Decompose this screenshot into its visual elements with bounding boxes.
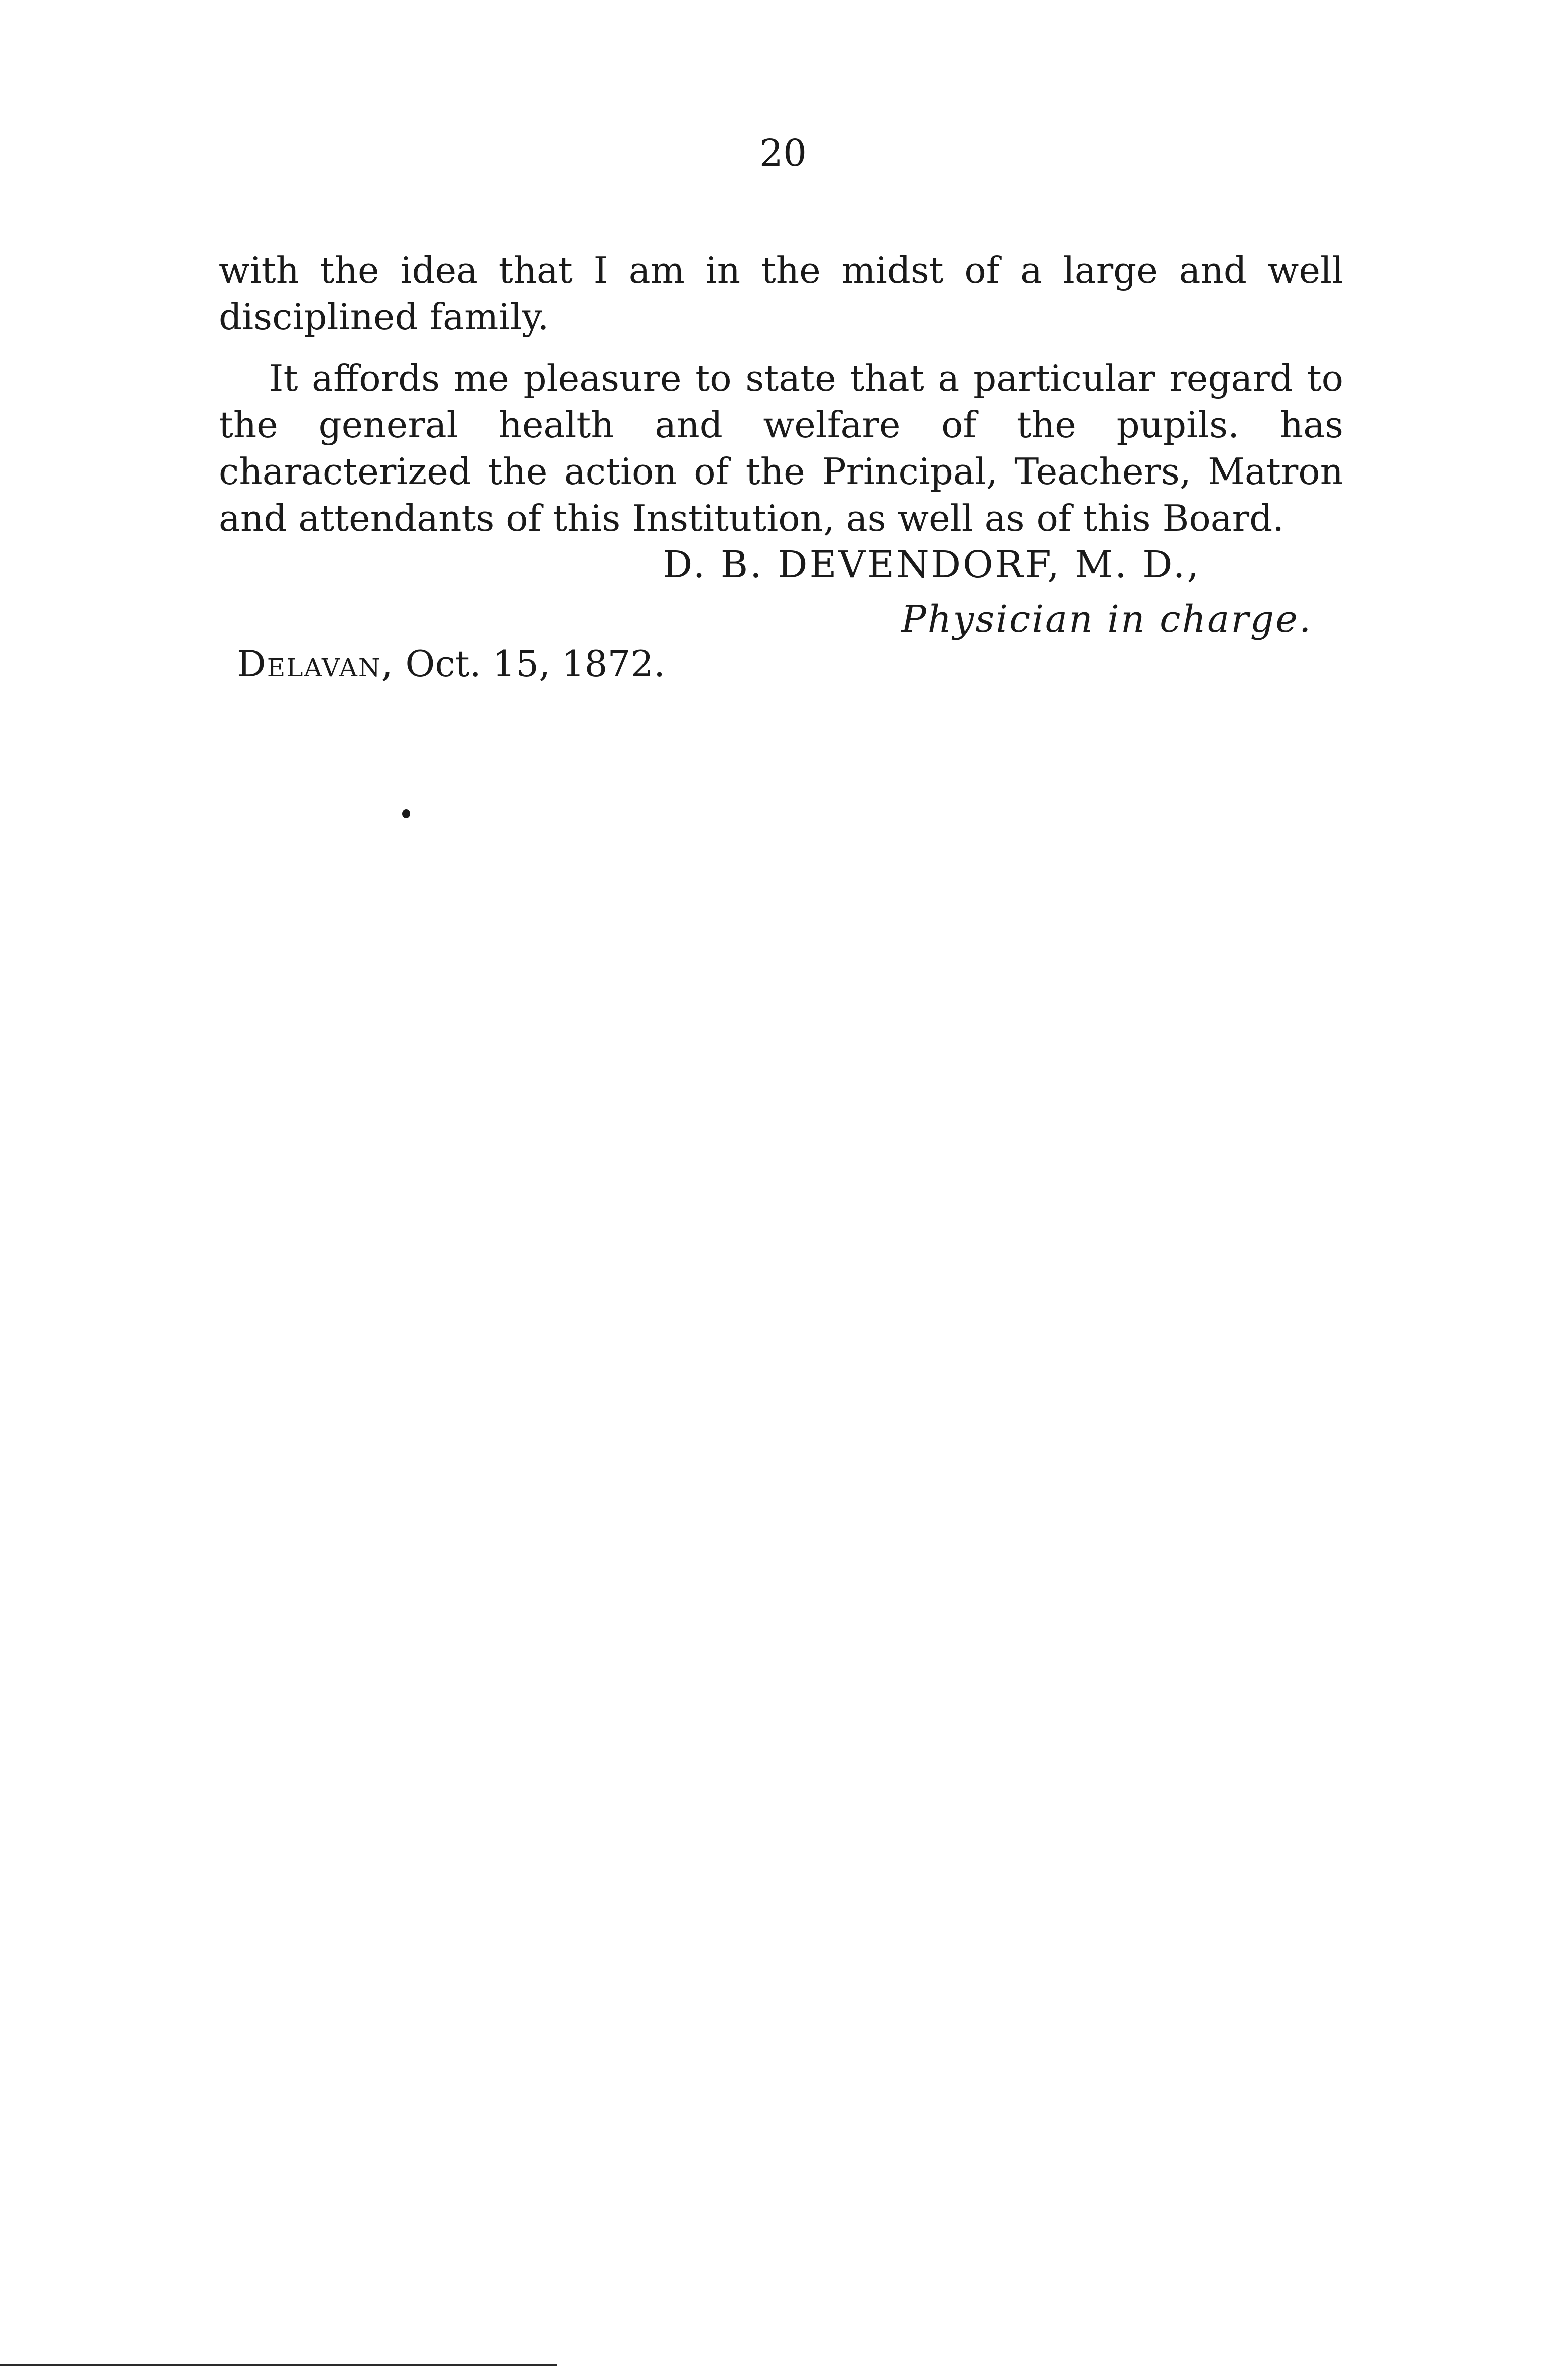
bottom-rule (0, 2364, 557, 2366)
page-number: 20 (759, 132, 807, 175)
dateline-date: Oct. 15, 1872. (405, 643, 665, 685)
paragraph-1: with the idea that I am in the midst of a large and well disciplined family. (219, 249, 1343, 338)
paragraph-2: It affords me pleasure to state that a particular regard to the general health and welfare of the pupils. has characterized the action of the Principal, Teachers, Matron and attendants of this Institution, as well as of this Board. (219, 357, 1343, 539)
ink-dot (402, 809, 410, 818)
dateline (237, 643, 665, 685)
signature-title: Physician in charge. (901, 598, 1313, 641)
dateline-place: Delavan, (237, 643, 394, 685)
signature-name: D. B. DEVENDORF, M. D., (663, 543, 1201, 586)
